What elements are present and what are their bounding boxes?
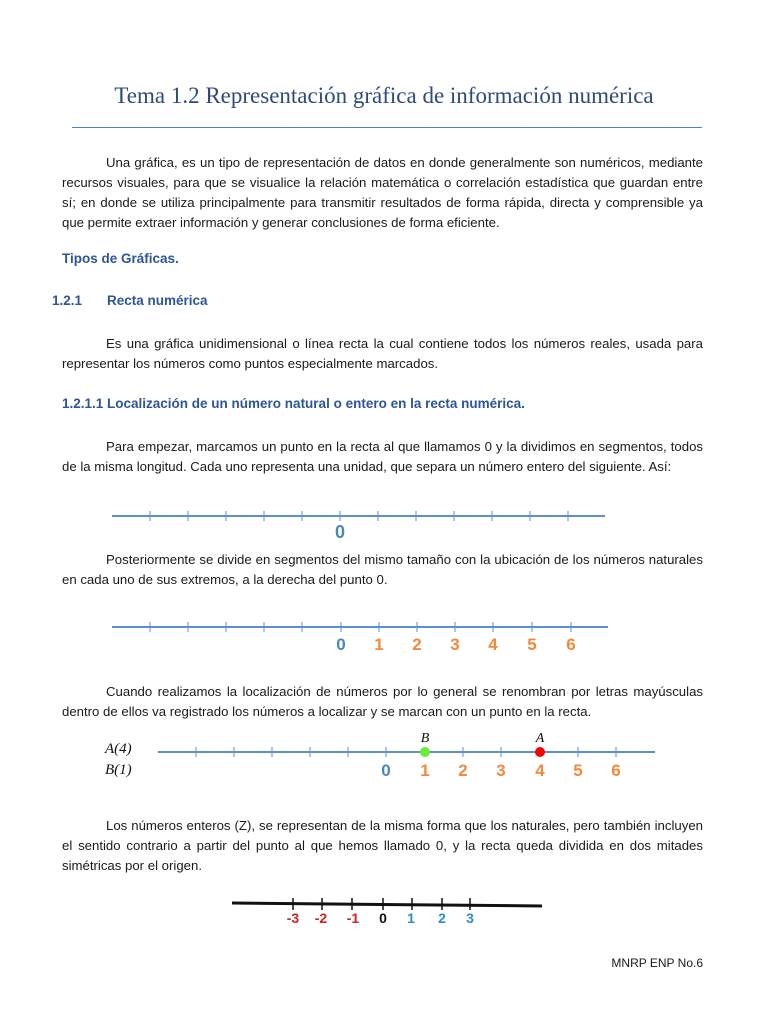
subsection-heading: 1.2.1.1 Localización de un número natural o entero en la recta numérica. xyxy=(62,396,525,411)
point-a-label: A xyxy=(535,731,545,746)
section-title: Recta numérica xyxy=(107,293,208,308)
label-1: 1 xyxy=(374,635,384,654)
paragraph-integers: Los números enteros (Z), se representan de la misma forma que los naturales, pero también incluyen el sentido contrario a partir del punto al que hemos llamado 0, y la recta queda dividida en dos mitades simétricas por el origen. xyxy=(62,818,703,873)
label-neg2: -2 xyxy=(314,910,328,926)
number-line-naturals xyxy=(0,612,768,657)
types-heading: Tipos de Gráficas. xyxy=(62,251,179,266)
label-3: 3 xyxy=(450,635,460,654)
recta-paragraph: Es una gráfica unidimensional o línea recta la cual contiene todos los números reales, usada para representar los números como puntos especialmente marcados. xyxy=(62,336,703,371)
paragraph-naturals: Posteriormente se divide en segmentos del mismo tamaño con la ubicación de los números naturales en cada uno de sus extremos, a la derecha del punto 0. xyxy=(62,552,703,587)
number-line-zero xyxy=(0,500,768,545)
label-0: 0 xyxy=(381,761,391,780)
paragraph-zero-point: Para empezar, marcamos un punto en la recta al que llamamos 0 y la dividimos en segmentos, todos de la misma longitud. Cada uno representa una unidad, que separa un número entero del siguiente. Así: xyxy=(62,439,703,474)
label-2: 2 xyxy=(458,761,468,780)
section-number: 1.2.1 xyxy=(52,293,83,308)
label-0: 0 xyxy=(336,635,346,654)
point-b-marker xyxy=(420,747,430,757)
legend-b: B(1) xyxy=(105,762,132,778)
zero-label: 0 xyxy=(334,522,346,542)
label-1: 1 xyxy=(420,761,430,780)
label-2: 2 xyxy=(438,910,446,926)
legend-a: A(4) xyxy=(105,741,132,757)
paragraph-letters: Cuando realizamos la localización de números por lo general se renombran por letras mayúsculas dentro de ellos va registrado los números a localizar y se marcan con un punto en la recta. xyxy=(62,684,703,719)
label-neg1: -1 xyxy=(346,910,360,926)
label-1: 1 xyxy=(407,910,415,926)
number-line-integers xyxy=(0,888,768,933)
axis-line xyxy=(232,903,542,906)
page-title: Tema 1.2 Representación gráfica de información numérica xyxy=(114,83,654,108)
point-b-label: B xyxy=(420,731,430,746)
label-5: 5 xyxy=(573,761,583,780)
label-2: 2 xyxy=(412,635,422,654)
label-4: 4 xyxy=(535,761,545,780)
label-6: 6 xyxy=(611,761,621,780)
label-3: 3 xyxy=(466,910,474,926)
label-0: 0 xyxy=(379,910,387,926)
title-divider xyxy=(72,127,702,128)
intro-paragraph: Una gráfica, es un tipo de representación de datos en donde generalmente son numéricos, mediante recursos visuales, para que se visualice la relación matemática o correlación estadística que guardan entre sí; en donde se utiliza principalmente para transmitir resultados de forma rápida, directa y comprensible ya que permite extraer información y generar conclusiones de forma eficiente. xyxy=(62,155,703,230)
point-a-marker xyxy=(535,747,545,757)
label-3: 3 xyxy=(496,761,506,780)
page-footer: MNRP ENP No.6 xyxy=(611,956,703,970)
label-neg3: -3 xyxy=(286,910,300,926)
label-5: 5 xyxy=(527,635,537,654)
number-line-points xyxy=(0,728,768,784)
label-4: 4 xyxy=(488,635,498,654)
label-6: 6 xyxy=(566,635,576,654)
